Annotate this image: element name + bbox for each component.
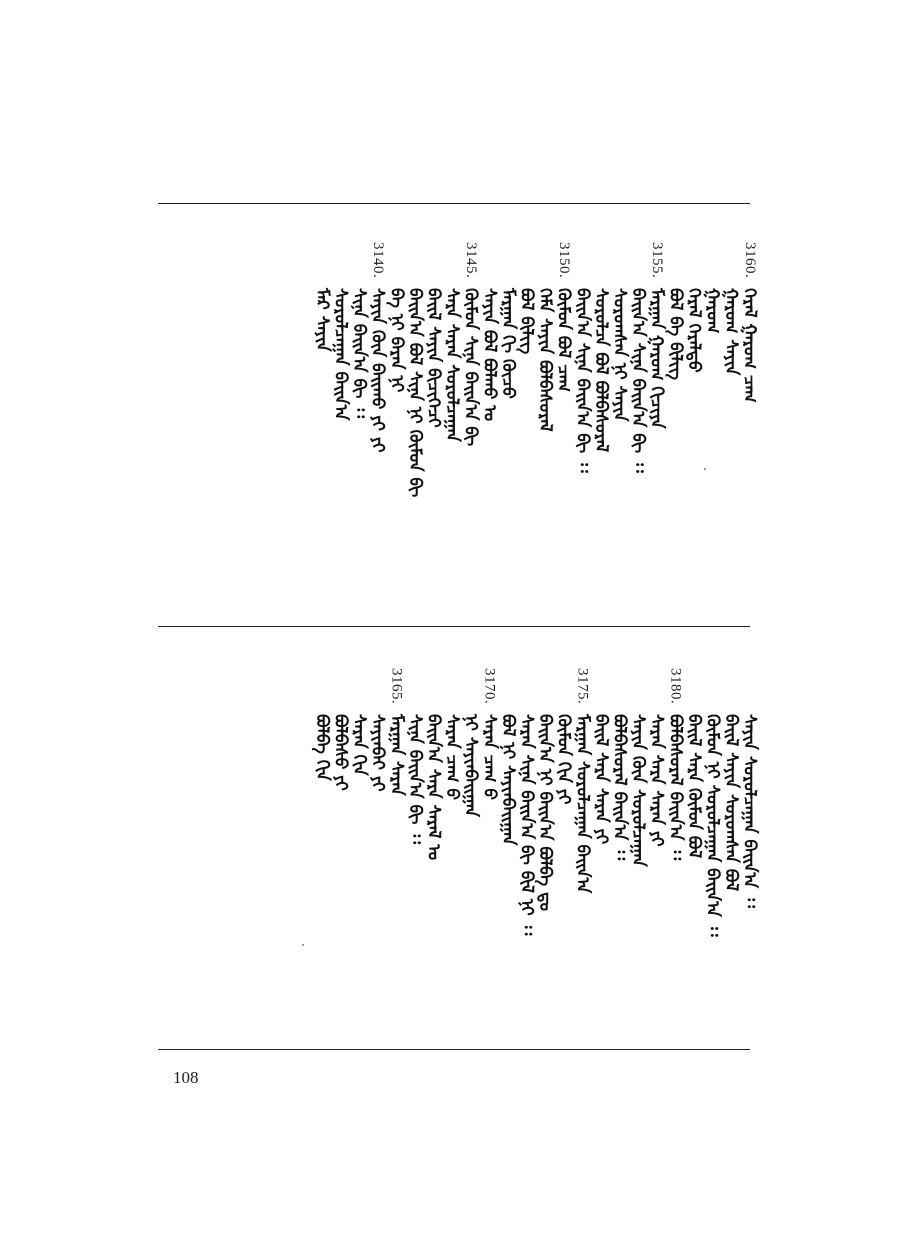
verse-text: ᠰᠠᠶᠢᠨ ᠬᠦᠨ ᠰᠤᠷᠤᠯᠴᠠᠭᠠᠨ — [628, 714, 649, 867]
verse-line — [387, 242, 406, 392]
verse-text: ᠮᠠᠷᠭᠠᠨ ᠰᠠᠷᠠᠨ — [386, 714, 407, 796]
verse-line — [684, 668, 703, 858]
verse-line — [517, 242, 536, 354]
top-rule — [158, 203, 750, 204]
line-number: 3145. — [462, 242, 479, 279]
verse-line — [666, 668, 685, 860]
verse-text: ᠰᠢᠨᠡ ᠪᠠᠢᠨ᠎ᠠ ᠪᠢ ᠄᠄ — [404, 714, 425, 844]
verse-line — [480, 242, 499, 421]
line-number: 3150. — [555, 242, 572, 279]
verse-line — [647, 242, 666, 429]
verse-line — [461, 242, 480, 446]
lower-text-block — [150, 668, 760, 1028]
verse-text: ᠰᠢᠨᠡ ᠪᠠᠢᠨ᠎ᠠ ᠪᠢ ᠄᠄ — [349, 288, 370, 418]
verse-line — [498, 668, 517, 845]
verse-text: ᠭᠡᠷᠡᠯ ᠭᠠᠷᠤᠭ ᠴᠠᠭ — [739, 288, 760, 403]
verse-text: ᠰᠠᠷᠠᠨ ᠴᠠᠭ ᠪ — [479, 714, 500, 800]
verse-text: ᠪᠣᠯᠪᠠᠰᠤᠷᠠᠯ ᠪᠠᠢᠨ᠎ᠠ ᠄᠄ — [665, 714, 686, 861]
verse-text: ᠪᠣᠯ ᠪᠢᠯᠢᠭ — [516, 288, 537, 355]
verse-line — [331, 242, 350, 420]
verse-line — [535, 668, 554, 911]
verse-text: ᠮᠠᠷᠭᠠᠨ ᠭᠠᠷᠤᠭ ᠬᠢᠴᠢᠶᠡ — [646, 288, 667, 429]
page-number: 108 — [173, 1068, 199, 1087]
verse-text: ᠰᠠᠶᠢᠨ ᠬᠦᠨ ᠪᠠᠢᠬᠤ ᠶᠢ ᠶᠢ — [367, 288, 388, 453]
verse-text: ᠰᠠᠷᠠ ᠰᠠᠷᠠᠨ ᠰᠤᠷᠤᠯᠴᠠᠭᠠᠨ — [442, 288, 463, 442]
line-number: 3170. — [481, 668, 498, 705]
verse-line — [703, 668, 722, 937]
verse-text: ᠪᠣᠯ ᠨᠢ ᠰᠠᠶᠢᠨᠪᠠᠢᠭᠠᠨ — [497, 714, 518, 846]
verse-text: ᠬᠡᠮᠡ ᠰᠠᠶᠢᠨ ᠪᠣᠯᠪᠠᠰᠤᠷᠠᠯ — [535, 288, 556, 432]
line-number: 3160. — [741, 242, 758, 279]
verse-text: ᠰᠠᠶᠢᠨᠪᠠᠢ ᠶᠢ — [367, 714, 388, 792]
verse-line — [349, 242, 368, 418]
verse-text: ᠨᠢ ᠰᠠᠶᠢᠨᠪᠠᠢᠭᠠᠨ — [460, 714, 481, 818]
line-number: 3175. — [574, 668, 591, 705]
verse-text: ᠪᠠᠢᠯ ᠰᠠᠶᠢᠨ ᠪᠢᠴᠢᠭᠡᠴᠢ — [423, 288, 444, 428]
verse-text: ᠰᠠᠷᠠᠨ ᠴᠠᠭ ᠪ — [442, 714, 463, 800]
verse-text: ᠮᠠᠷᠭᠠᠨ ᠬᠢ ᠬᠦᠴᠦ — [497, 288, 518, 399]
verse-text: ᠮᠠᠷ ᠰᠠᠶᠢᠨ — [311, 288, 332, 352]
verse-text: ᠬᠦᠮᠦᠨ ᠰᠢᠨᠡ ᠪᠠᠢᠨ᠎ᠠ ᠪᠢ — [460, 288, 481, 447]
verse-line — [573, 668, 592, 893]
verse-line — [331, 668, 350, 791]
verse-line — [387, 668, 406, 796]
line-number: 3140. — [369, 242, 386, 279]
verse-line — [498, 242, 517, 399]
verse-text: ᠰᠤᠷᠤᠯᠴᠠ ᠪᠣᠯ ᠪᠣᠯᠪᠠᠰᠤᠷᠠᠯ — [590, 288, 611, 453]
scan-speck — [704, 468, 706, 470]
verse-line — [368, 242, 387, 453]
verse-text: ᠪᠠᠢᠯ ᠰᠠᠷᠠ ᠬᠦᠮᠦᠨ ᠪᠣᠯ — [683, 714, 704, 859]
verse-text: ᠪᠠᠢᠨ᠎ᠠ ᠨᠢ ᠪᠠᠢᠨ᠎ᠠ ᠪᠣᠯᠪᠠ ᠳᠤ — [535, 714, 556, 911]
verse-line — [591, 242, 610, 452]
verse-line — [368, 668, 387, 792]
verse-line — [554, 668, 573, 804]
verse-line — [554, 242, 573, 392]
scan-speck — [302, 944, 304, 946]
verse-line — [591, 668, 610, 844]
verse-text: ᠰᠤᠷᠤᠭᠰᠠᠨ ᠨᠢ ᠰᠠᠶᠢᠨ — [609, 288, 630, 422]
line-number: 3165. — [388, 668, 405, 705]
verse-text: ᠪᠠᠢᠨ᠎ᠠ ᠰᠠᠷᠠ ᠰᠠᠷᠠᠯ ᠤ — [423, 714, 444, 861]
bottom-rule — [158, 1049, 750, 1050]
verse-line — [684, 242, 703, 373]
verse-line — [312, 242, 331, 352]
line-number: 3155. — [648, 242, 665, 279]
verse-text: ᠰᠤᠷᠤᠯᠴᠠᠭᠠᠨ ᠪᠠᠢᠨ᠎ᠠ — [330, 288, 351, 421]
verse-line — [480, 668, 499, 800]
verse-line — [721, 668, 740, 891]
middle-rule — [158, 626, 750, 627]
verse-text: ᠪᠣᠯᠪᠠᠰᠤ ᠶᠢ — [330, 714, 351, 791]
verse-text: ᠭᠠᠷᠤᠭ ᠰᠠᠶᠢᠨ — [721, 288, 742, 376]
verse-text: ᠪᠣᠯᠪᠠ ᠬᠢᠨ — [311, 714, 332, 781]
verse-line — [610, 242, 629, 421]
verse-line — [647, 668, 666, 847]
verse-line — [610, 668, 629, 860]
line-number: 3180. — [667, 668, 684, 705]
verse-text: ᠬᠦᠮᠦᠨ ᠨᠢ ᠰᠤᠷᠤᠯᠴᠠᠭᠠᠨ ᠪᠠᠢᠨ᠎ᠠ ᠄᠄ — [702, 714, 723, 937]
verse-line — [740, 242, 759, 403]
verse-line — [517, 668, 536, 935]
verse-text: ᠬᠦᠮᠦᠨ ᠬᠢᠨ ᠶᠢ — [553, 714, 574, 805]
verse-text: ᠭᠡᠷᠡᠯ ᠭᠡᠷᠡᠯᠲᠦ — [683, 288, 704, 373]
verse-text: ᠪᠡ ᠨᠢ ᠪᠠᠷᠠᠨ ᠨᠢ — [386, 288, 407, 393]
verse-line — [666, 242, 685, 380]
verse-line — [628, 242, 647, 473]
verse-text: ᠮᠠᠷᠭᠠᠨ ᠰᠤᠷᠤᠯᠴᠠᠭᠠᠨ ᠪᠠᠢᠨ᠎ᠠ — [572, 714, 593, 894]
verse-line — [312, 668, 331, 781]
verse-text: ᠰᠠᠷᠠᠨ ᠰᠢᠨᠡ ᠪᠠᠢᠨ᠎ᠠ ᠪᠢ ᠪᠢᠯ ᠨᠢ ᠄᠄ — [516, 714, 537, 936]
verse-line — [573, 242, 592, 473]
upper-text-block — [150, 242, 760, 602]
verse-line — [405, 242, 424, 497]
verse-text: ᠪᠣᠯᠪᠠᠰᠤᠷᠠᠯ ᠪᠠᠢᠨ᠎ᠠ ᠄᠄ — [609, 714, 630, 861]
verse-line — [424, 668, 443, 860]
verse-line — [405, 668, 424, 844]
verse-text: ᠰᠠᠷᠠᠨ ᠬᠢᠨ — [349, 714, 370, 776]
verse-text: ᠬᠦᠮᠦᠨ ᠪᠣᠯ ᠴᠠᠭ — [553, 288, 574, 392]
verse-line — [703, 242, 722, 333]
verse-line — [349, 668, 368, 776]
verse-text: ᠪᠠᠢᠨ᠎ᠠ ᠰᠢᠨᠡ ᠪᠠᠢᠨ᠎ᠠ ᠪᠢ ᠄᠄ — [572, 288, 593, 473]
verse-text: ᠰᠠᠶᠢᠨ ᠪᠣᠯ ᠪᠣᠯᠬᠤ ᠤ — [479, 288, 500, 422]
verse-text: ᠪᠣᠯ ᠪᠡ ᠪᠢᠯᠢᠭ — [665, 288, 686, 381]
verse-line — [628, 668, 647, 867]
verse-line — [442, 242, 461, 442]
verse-line — [740, 668, 759, 908]
verse-text: ᠰᠠᠷᠠᠨ ᠰᠠᠷᠠ ᠰᠠᠷᠠᠨ ᠶᠢ — [646, 714, 667, 847]
verse-text: ᠪᠠᠢᠯ ᠰᠠᠷᠠ ᠰᠠᠷᠠᠨ ᠶᠢ — [590, 714, 611, 845]
verse-text: ᠭᠠᠷᠤᠭ — [702, 288, 723, 334]
verse-line — [424, 242, 443, 428]
verse-line — [535, 242, 554, 432]
verse-line — [461, 668, 480, 817]
verse-text: ᠪᠠᠢᠯ ᠰᠠᠶᠢᠨ ᠰᠤᠷᠤᠭᠰᠠᠨ ᠪᠣᠯ — [721, 714, 742, 892]
verse-line — [721, 242, 740, 375]
verse-text: ᠰᠠᠶᠢᠨ ᠰᠤᠷᠤᠯᠴᠠᠭᠠᠨ ᠪᠠᠢᠨ᠎ᠠ ᠄᠄ — [739, 714, 760, 908]
verse-text: ᠪᠠᠢᠨ᠎ᠠ ᠰᠢᠨᠡ ᠪᠠᠢᠨ᠎ᠠ ᠪᠢ ᠄᠄ — [628, 288, 649, 473]
verse-text: ᠪᠠᠢᠨ᠎ᠠ ᠪᠣᠯ ᠰᠢᠨᠡ ᠨᠢ ᠬᠦᠮᠦᠨ ᠪᠢ — [404, 288, 425, 498]
verse-line — [442, 668, 461, 800]
